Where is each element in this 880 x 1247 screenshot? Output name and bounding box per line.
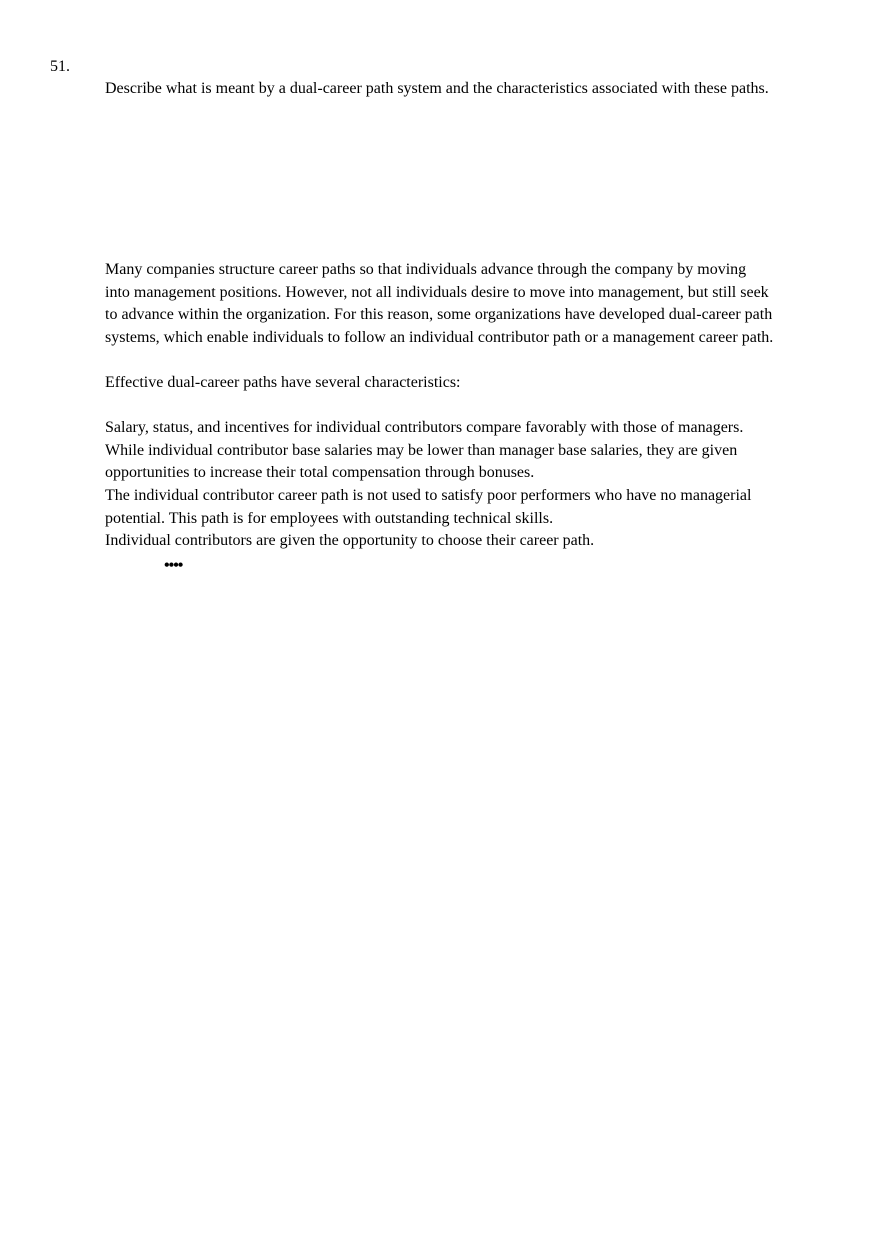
paragraph-spacer (105, 349, 835, 372)
answer-intro-line: Many companies structure career paths so that individuals advance through the company by moving (105, 261, 747, 278)
question-text: Describe what is meant by a dual-career path system and the characteristics associated with these paths. (105, 80, 769, 97)
paragraph-spacer (105, 395, 835, 418)
answer-intro-paragraph (105, 259, 835, 349)
answer-intro-line: systems, which enable individuals to follow an individual contributor path or a management career path. (105, 328, 774, 346)
answer-body (105, 259, 835, 553)
characteristic-line: Salary, status, and incentives for individual contributors compare favorably with those of managers. (105, 419, 744, 437)
characteristic-line: Individual contributors are given the opportunity to choose their career path. (105, 532, 595, 550)
question-number: 51. (50, 58, 70, 75)
characteristics-list (105, 417, 835, 553)
answer-intro-line: into management positions. However, not all individuals desire to move into management, but still seek (105, 283, 769, 301)
characteristic-line: The individual contributor career path is not used to satisfy poor performers who have no managerial (105, 486, 752, 504)
answer-intro-line: to advance within the organization. For this reason, some organizations have developed dual-career path (105, 306, 773, 324)
characteristic-line: While individual contributor base salaries may be lower than manager base salaries, they are given (105, 441, 738, 459)
ellipsis-dots: •••• (164, 557, 183, 574)
characteristic-line: opportunities to increase their total compensation through bonuses. (105, 464, 535, 482)
characteristic-line: potential. This path is for employees with outstanding technical skills. (105, 509, 554, 527)
characteristics-heading: Effective dual-career paths have several characteristics: (105, 373, 461, 391)
